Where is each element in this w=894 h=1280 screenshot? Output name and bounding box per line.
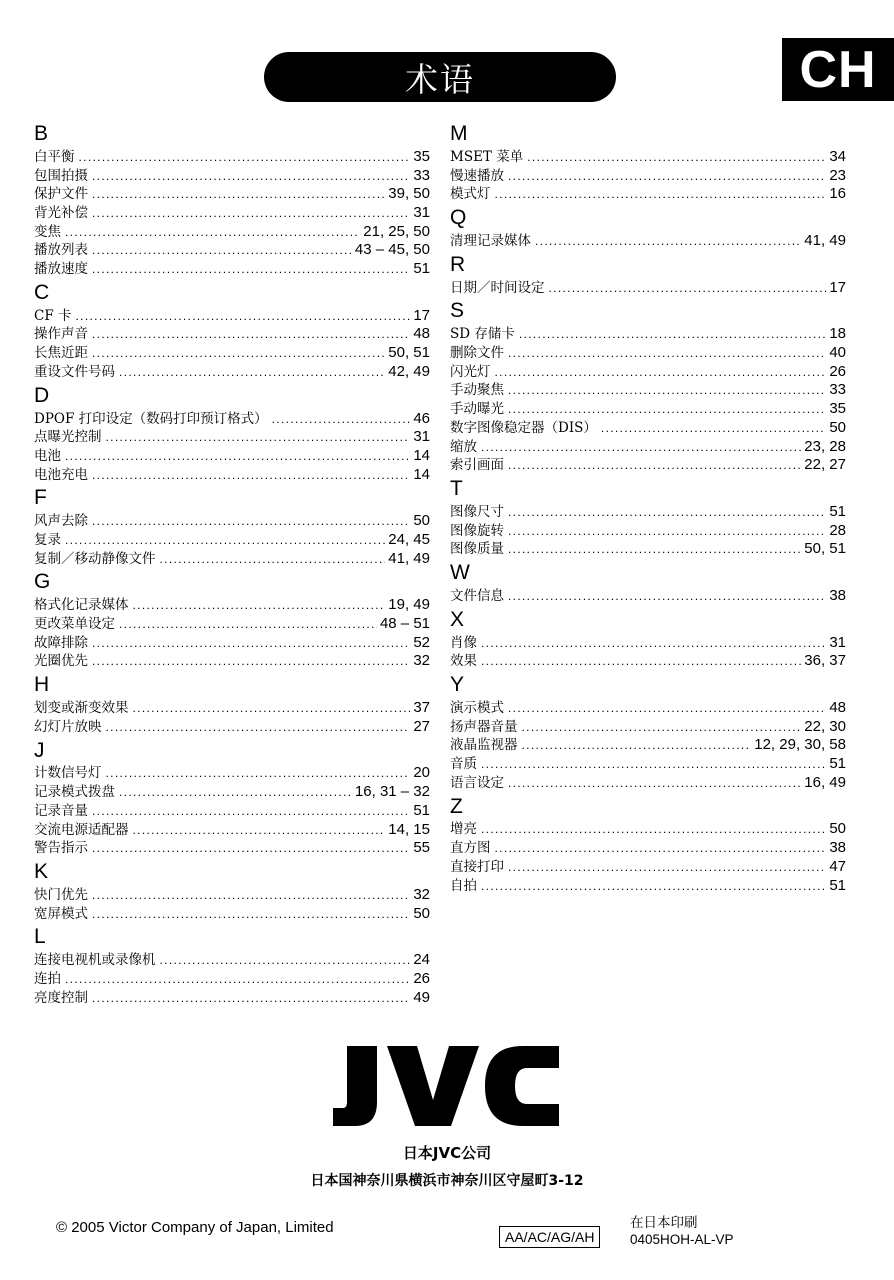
index-entry xyxy=(34,204,430,223)
company-address: 日本国神奈川県横浜市神奈川区守屋町3-12 xyxy=(310,1173,584,1189)
index-pages: 21, 25, 50 xyxy=(363,222,430,240)
section-letter: G xyxy=(34,570,51,594)
index-term: 幻灯片放映 xyxy=(34,718,102,735)
index-pages: 26 xyxy=(829,362,846,380)
leader-dots xyxy=(65,447,410,466)
index-pages: 17 xyxy=(829,278,846,296)
index-entry xyxy=(450,774,846,793)
index-term: 连接电视机或录像机 xyxy=(34,952,156,969)
index-term: 更改菜单设定 xyxy=(34,616,115,633)
index-entry xyxy=(450,718,846,737)
leader-dots xyxy=(106,428,411,447)
index-entry xyxy=(450,587,846,606)
index-term: 保护文件 xyxy=(34,186,88,203)
leader-dots xyxy=(65,531,385,550)
index-entry xyxy=(34,167,430,186)
leader-dots xyxy=(508,699,826,718)
index-term: 图像旋转 xyxy=(450,522,504,539)
index-pages: 50 xyxy=(413,904,430,922)
section-letter: C xyxy=(34,280,50,304)
section-letter: R xyxy=(450,252,466,276)
index-term: 电池 xyxy=(34,447,61,464)
leader-dots xyxy=(92,886,410,905)
index-term: 手动聚焦 xyxy=(450,382,504,399)
leader-dots xyxy=(133,821,386,840)
leader-dots xyxy=(160,550,386,569)
index-term: 格式化记录媒体 xyxy=(34,597,129,614)
index-entry xyxy=(450,185,846,204)
index-term: 数字图像稳定器（DIS） xyxy=(450,419,597,436)
index-pages: 50, 51 xyxy=(804,540,846,558)
index-pages: 16, 49 xyxy=(804,773,846,791)
index-term: 长焦近距 xyxy=(34,345,88,362)
leader-dots xyxy=(119,783,352,802)
index-pages: 31 xyxy=(413,428,430,446)
index-entry xyxy=(34,615,430,634)
leader-dots xyxy=(508,382,826,401)
index-pages: 24, 45 xyxy=(388,531,430,548)
leader-dots xyxy=(92,326,410,345)
index-term: 包围拍摄 xyxy=(34,167,88,184)
index-term: 索引画面 xyxy=(450,457,504,474)
index-pages: 28 xyxy=(829,521,846,539)
index-pages: 49 xyxy=(413,988,430,1006)
leader-dots xyxy=(119,363,385,382)
leader-dots xyxy=(119,615,377,634)
index-pages: 20 xyxy=(413,764,430,782)
index-term: 播放速度 xyxy=(34,261,88,278)
index-term: 直接打印 xyxy=(450,858,504,875)
index-term: 亮度控制 xyxy=(34,989,88,1006)
index-pages: 35 xyxy=(413,148,430,165)
index-pages: 41, 49 xyxy=(388,549,430,567)
leader-dots xyxy=(92,839,410,858)
section-letter: Z xyxy=(450,794,463,818)
index-entry xyxy=(450,148,846,167)
leader-dots xyxy=(65,223,360,242)
index-entry xyxy=(450,839,846,858)
index-pages: 37 xyxy=(413,699,430,717)
leader-dots xyxy=(79,148,411,167)
leader-dots xyxy=(92,204,410,223)
region-codes: AA/AC/AG/AH xyxy=(499,1226,600,1248)
index-entry xyxy=(34,821,430,840)
index-entry xyxy=(34,550,430,569)
index-pages: 41, 49 xyxy=(804,232,846,250)
index-pages: 19, 49 xyxy=(388,596,430,614)
index-term: 播放列表 xyxy=(34,242,88,259)
section-letter: B xyxy=(34,122,49,145)
index-pages: 51 xyxy=(829,876,846,894)
leader-dots xyxy=(508,456,801,475)
index-term: 慢速播放 xyxy=(450,167,504,184)
index-term: 记录模式拨盘 xyxy=(34,784,115,801)
index-column-right xyxy=(450,120,846,895)
index-term: 复录 xyxy=(34,531,61,548)
index-term: 计数信号灯 xyxy=(34,765,102,782)
leader-dots xyxy=(92,905,410,924)
leader-dots xyxy=(508,587,826,606)
index-entry xyxy=(34,531,430,550)
index-entry xyxy=(450,344,846,363)
index-entry xyxy=(34,363,430,382)
leader-dots xyxy=(495,839,827,858)
leader-dots xyxy=(601,419,826,438)
index-column-left xyxy=(34,120,430,1007)
index-entry xyxy=(450,699,846,718)
index-term: 闪光灯 xyxy=(450,363,491,380)
index-pages: 39, 50 xyxy=(388,185,430,203)
index-entry xyxy=(34,699,430,718)
leader-dots xyxy=(133,699,411,718)
index-entry xyxy=(450,363,846,382)
leader-dots xyxy=(508,400,826,419)
index-entry xyxy=(34,718,430,737)
leader-dots xyxy=(535,232,801,251)
index-entry xyxy=(450,634,846,653)
index-term: 删除文件 xyxy=(450,345,504,362)
index-entry xyxy=(450,419,846,438)
index-pages: 32 xyxy=(413,885,430,903)
leader-dots xyxy=(65,970,410,989)
index-entry xyxy=(34,905,430,924)
index-term: 变焦 xyxy=(34,223,61,240)
index-pages: 48 xyxy=(413,325,430,343)
index-entry xyxy=(450,522,846,541)
section-letter: D xyxy=(34,383,50,407)
index-entry xyxy=(450,503,846,522)
index-pages: 38 xyxy=(829,587,846,604)
index-term: 重设文件号码 xyxy=(34,363,115,380)
index-pages: 50, 51 xyxy=(388,344,430,362)
leader-dots xyxy=(133,596,386,615)
index-entry xyxy=(34,410,430,429)
index-pages: 18 xyxy=(829,325,846,343)
jvc-logo xyxy=(333,1046,559,1126)
leader-dots xyxy=(522,736,752,755)
index-term: MSET 菜单 xyxy=(450,148,524,165)
leader-dots xyxy=(508,774,801,793)
leader-dots xyxy=(92,989,410,1008)
index-pages: 36, 37 xyxy=(804,652,846,670)
leader-dots xyxy=(76,307,411,326)
index-term: 手动曝光 xyxy=(450,401,504,418)
index-entry xyxy=(34,344,430,363)
index-term: 增亮 xyxy=(450,821,477,838)
index-pages: 50 xyxy=(829,820,846,838)
index-pages: 33 xyxy=(413,166,430,184)
index-term: 清理记录媒体 xyxy=(450,233,531,250)
index-pages: 50 xyxy=(413,512,430,530)
index-entry xyxy=(34,512,430,531)
index-term: 自拍 xyxy=(450,877,477,894)
index-entry xyxy=(450,736,846,755)
index-term: 记录音量 xyxy=(34,802,88,819)
index-entry xyxy=(34,802,430,821)
index-term: 扬声器音量 xyxy=(450,718,518,735)
section-letter: F xyxy=(34,486,47,510)
leader-dots xyxy=(481,438,801,457)
leader-dots xyxy=(92,260,410,279)
leader-dots xyxy=(527,148,826,167)
index-term: 图像尺寸 xyxy=(450,503,504,520)
leader-dots xyxy=(508,344,826,363)
index-pages: 12, 29, 30, 58 xyxy=(754,736,846,754)
leader-dots xyxy=(92,634,410,653)
index-entry xyxy=(34,989,430,1008)
printed-in-japan: 在日本印刷 xyxy=(630,1215,698,1230)
index-pages: 31 xyxy=(829,633,846,651)
index-term: 复制／移动静像文件 xyxy=(34,550,156,567)
leader-dots xyxy=(549,279,827,298)
leader-dots xyxy=(481,877,826,896)
index-pages: 22, 30 xyxy=(804,717,846,735)
index-entry xyxy=(34,765,430,784)
index-term: 液晶监视器 xyxy=(450,737,518,754)
index-term: 点曝光控制 xyxy=(34,429,102,446)
leader-dots xyxy=(519,325,826,344)
leader-dots xyxy=(272,410,411,429)
index-entry xyxy=(34,447,430,466)
index-pages: 46 xyxy=(413,409,430,427)
leader-dots xyxy=(495,363,827,382)
leader-dots xyxy=(508,858,826,877)
index-term: 日期／时间设定 xyxy=(450,279,545,296)
leader-dots xyxy=(92,344,385,363)
index-entry xyxy=(34,428,430,447)
index-entry xyxy=(34,951,430,970)
index-term: 直方图 xyxy=(450,840,491,857)
index-entry xyxy=(450,652,846,671)
section-letter: Y xyxy=(450,673,465,697)
index-term: 快门优先 xyxy=(34,886,88,903)
leader-dots xyxy=(481,821,826,840)
index-entry xyxy=(450,167,846,186)
section-letter: K xyxy=(34,859,49,883)
index-entry xyxy=(34,466,430,485)
index-term: 宽屏模式 xyxy=(34,905,88,922)
index-entry xyxy=(34,970,430,989)
section-letter: M xyxy=(450,122,468,145)
index-pages: 14, 15 xyxy=(388,820,430,838)
index-pages: 52 xyxy=(413,633,430,651)
index-entry xyxy=(450,279,846,298)
index-entry xyxy=(450,755,846,774)
index-term: 故障排除 xyxy=(34,634,88,651)
index-pages: 35 xyxy=(829,400,846,418)
index-entry xyxy=(450,540,846,559)
index-entry xyxy=(34,652,430,671)
index-entry xyxy=(34,148,430,167)
leader-dots xyxy=(92,802,410,821)
index-term: 交流电源适配器 xyxy=(34,821,129,838)
document-code: 0405HOH-AL-VP xyxy=(630,1232,734,1247)
leader-dots xyxy=(106,765,411,784)
index-entry xyxy=(450,232,846,251)
index-term: 音质 xyxy=(450,756,477,773)
index-entry xyxy=(34,223,430,242)
index-pages: 40 xyxy=(829,344,846,362)
index-pages: 51 xyxy=(829,502,846,520)
index-entry xyxy=(450,382,846,401)
index-term: 效果 xyxy=(450,653,477,670)
section-letter: Q xyxy=(450,206,467,230)
index-pages: 55 xyxy=(413,839,430,857)
index-pages: 50 xyxy=(829,418,846,436)
leader-dots xyxy=(481,755,826,774)
index-term: 模式灯 xyxy=(450,186,491,203)
leader-dots xyxy=(508,522,826,541)
index-entry xyxy=(34,241,430,260)
index-term: 背光补偿 xyxy=(34,205,88,222)
index-term: 肖像 xyxy=(450,634,477,651)
index-term: DPOF 打印设定（数码打印预订格式） xyxy=(34,410,268,427)
index-term: 警告指示 xyxy=(34,840,88,857)
page-title: 术语 xyxy=(264,52,616,102)
leader-dots xyxy=(508,167,826,186)
index-pages: 16, 31 – 32 xyxy=(354,783,430,801)
index-entry xyxy=(34,886,430,905)
leader-dots xyxy=(92,466,410,485)
section-letter: J xyxy=(34,738,45,762)
index-pages: 42, 49 xyxy=(388,362,430,380)
index-pages: 17 xyxy=(413,306,430,324)
index-pages: 26 xyxy=(413,970,430,987)
leader-dots xyxy=(522,718,802,737)
leader-dots xyxy=(106,718,411,737)
index-pages: 51 xyxy=(413,260,430,278)
index-entry xyxy=(34,185,430,204)
copyright: © 2005 Victor Company of Japan, Limited xyxy=(56,1219,334,1236)
index-term: 操作声音 xyxy=(34,326,88,343)
index-entry xyxy=(34,326,430,345)
leader-dots xyxy=(508,540,801,559)
index-pages: 31 xyxy=(413,204,430,222)
index-term: 演示模式 xyxy=(450,700,504,717)
leader-dots xyxy=(481,634,826,653)
index-pages: 32 xyxy=(413,652,430,670)
index-pages: 14 xyxy=(413,465,430,483)
index-pages: 23 xyxy=(829,166,846,184)
leader-dots xyxy=(92,512,410,531)
index-entry xyxy=(34,839,430,858)
index-entry xyxy=(34,783,430,802)
index-pages: 16 xyxy=(829,185,846,203)
index-entry xyxy=(450,858,846,877)
index-entry xyxy=(34,634,430,653)
index-term: 白平衡 xyxy=(34,148,75,165)
index-term: SD 存储卡 xyxy=(450,326,515,343)
index-pages: 23, 28 xyxy=(804,437,846,455)
index-term: 光圈优先 xyxy=(34,653,88,670)
index-entry xyxy=(34,307,430,326)
section-letter: X xyxy=(450,607,465,631)
leader-dots xyxy=(92,185,385,204)
leader-dots xyxy=(495,185,827,204)
index-term: 文件信息 xyxy=(450,587,504,604)
leader-dots xyxy=(481,652,801,671)
leader-dots xyxy=(160,951,411,970)
index-term: 风声去除 xyxy=(34,513,88,530)
index-term: CF 卡 xyxy=(34,307,72,324)
index-entry xyxy=(450,821,846,840)
index-entry xyxy=(34,260,430,279)
index-pages: 48 xyxy=(829,699,846,717)
section-letter: W xyxy=(450,561,470,584)
index-pages: 38 xyxy=(829,839,846,857)
leader-dots xyxy=(508,503,826,522)
index-term: 图像质量 xyxy=(450,541,504,558)
index-entry xyxy=(450,400,846,419)
index-entry xyxy=(450,438,846,457)
index-term: 划变或渐变效果 xyxy=(34,700,129,717)
index-term: 语言设定 xyxy=(450,774,504,791)
index-pages: 51 xyxy=(413,801,430,819)
index-pages: 24 xyxy=(413,951,430,969)
leader-dots xyxy=(92,652,410,671)
index-pages: 47 xyxy=(829,857,846,875)
index-entry xyxy=(34,596,430,615)
printed-info xyxy=(630,1214,734,1248)
index-entry xyxy=(450,456,846,475)
index-entry xyxy=(450,325,846,344)
index-pages: 34 xyxy=(829,148,846,165)
index-pages: 33 xyxy=(829,381,846,399)
company-name: 日本JVC公司 xyxy=(402,1144,492,1162)
index-pages: 48 – 51 xyxy=(379,615,430,633)
section-letter: L xyxy=(34,925,46,949)
index-pages: 22, 27 xyxy=(804,456,846,474)
index-term: 电池充电 xyxy=(34,466,88,483)
section-letter: S xyxy=(450,299,465,323)
language-badge: CH xyxy=(782,38,894,101)
index-pages: 14 xyxy=(413,446,430,464)
index-pages: 51 xyxy=(829,755,846,773)
section-letter: H xyxy=(34,673,50,697)
leader-dots xyxy=(92,241,352,260)
index-term: 缩放 xyxy=(450,438,477,455)
section-letter: T xyxy=(450,476,463,500)
index-pages: 27 xyxy=(413,717,430,735)
index-pages: 43 – 45, 50 xyxy=(354,241,430,259)
leader-dots xyxy=(92,167,410,186)
index-entry xyxy=(450,877,846,896)
index-term: 连拍 xyxy=(34,970,61,987)
